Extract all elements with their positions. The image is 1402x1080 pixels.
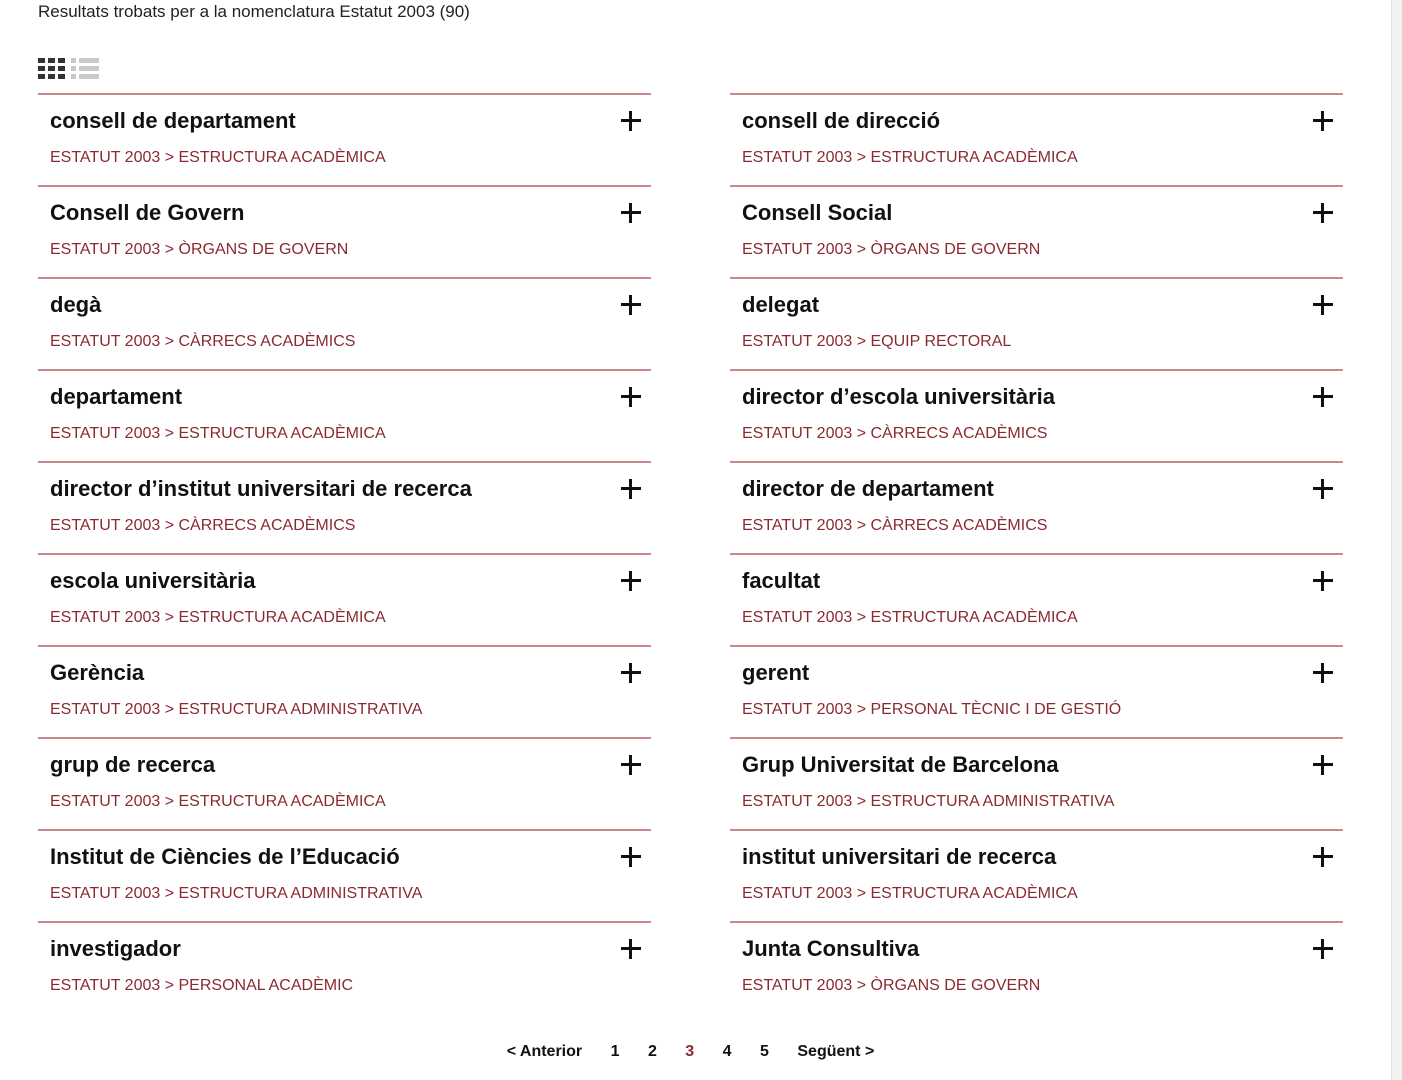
list-item [38,461,651,553]
expand-plus-icon[interactable] [1313,203,1333,223]
term-title[interactable]: director d’institut universitari de recerca [50,476,472,501]
term-title[interactable]: grup de recerca [50,752,216,777]
list-item [730,369,1343,461]
term-title[interactable]: consell de direcció [742,108,941,133]
expand-plus-icon[interactable] [621,571,641,591]
term-title[interactable]: escola universitària [50,568,256,593]
term-category: ESTATUT 2003 > PERSONAL TÈCNIC I DE GESTIÓ [742,701,1122,718]
list-item [730,829,1343,921]
term-title[interactable]: departament [50,384,183,409]
term-category: ESTATUT 2003 > CÀRRECS ACADÈMICS [742,517,1048,534]
expand-plus-icon[interactable] [621,939,641,959]
expand-plus-icon[interactable] [1313,847,1333,867]
expand-plus-icon[interactable] [621,847,641,867]
results-column-right [730,93,1343,1013]
expand-plus-icon[interactable] [621,111,641,131]
term-category: ESTATUT 2003 > ESTRUCTURA ADMINISTRATIVA [742,793,1115,810]
term-category: ESTATUT 2003 > ESTRUCTURA ACADÈMICA [742,149,1078,166]
page-link-5[interactable]: 5 [760,1043,769,1060]
term-category: ESTATUT 2003 > CÀRRECS ACADÈMICS [50,333,356,350]
page-link-2[interactable]: 2 [647,1043,657,1060]
list-item [730,277,1343,369]
term-category: ESTATUT 2003 > ESTRUCTURA ACADÈMICA [742,885,1078,902]
term-title[interactable]: degà [50,292,102,317]
list-item [730,461,1343,553]
list-item [730,921,1343,1013]
list-item [38,921,651,1013]
term-category: ESTATUT 2003 > ESTRUCTURA ADMINISTRATIVA [50,701,423,718]
page-link-4[interactable]: 4 [722,1043,732,1060]
list-item [38,369,651,461]
list-item [730,93,1343,185]
term-category: ESTATUT 2003 > PERSONAL ACADÈMIC [50,977,354,994]
expand-plus-icon[interactable] [1313,755,1333,775]
pagination-next-link[interactable]: Següent > [797,1043,875,1060]
term-title[interactable]: Institut de Ciències de l’Educació [50,844,400,869]
expand-plus-icon[interactable] [621,479,641,499]
grid-view-icon[interactable] [38,58,66,80]
list-item [730,645,1343,737]
expand-plus-icon[interactable] [621,295,641,315]
page-scrollbar[interactable] [1391,0,1402,1080]
term-title[interactable]: Junta Consultiva [742,936,920,961]
term-category: ESTATUT 2003 > ÒRGANS DE GOVERN [742,977,1041,994]
list-item [38,93,651,185]
term-title[interactable]: director de departament [742,476,994,501]
expand-plus-icon[interactable] [621,663,641,683]
term-title[interactable]: consell de departament [50,108,296,133]
expand-plus-icon[interactable] [1313,663,1333,683]
term-category: ESTATUT 2003 > CÀRRECS ACADÈMICS [50,517,356,534]
term-title[interactable]: delegat [742,292,820,317]
term-category: ESTATUT 2003 > ESTRUCTURA ACADÈMICA [742,609,1078,626]
term-category: ESTATUT 2003 > ESTRUCTURA ACADÈMICA [50,425,386,442]
list-item [38,737,651,829]
term-title[interactable]: investigador [50,936,181,961]
list-item [38,277,651,369]
results-summary: Resultats trobats per a la nomenclatura Estatut 2003 (90) [38,2,470,21]
term-category: ESTATUT 2003 > EQUIP RECTORAL [742,333,1012,350]
expand-plus-icon[interactable] [1313,111,1333,131]
list-view-icon[interactable] [71,58,99,80]
term-category: ESTATUT 2003 > ESTRUCTURA ACADÈMICA [50,609,386,626]
list-item [38,829,651,921]
term-title[interactable]: Consell de Govern [50,200,245,225]
expand-plus-icon[interactable] [1313,571,1333,591]
expand-plus-icon[interactable] [1313,295,1333,315]
term-title[interactable]: Consell Social [742,200,893,225]
expand-plus-icon[interactable] [1313,479,1333,499]
term-title[interactable]: Gerència [50,660,145,685]
list-item [730,553,1343,645]
expand-plus-icon[interactable] [1313,387,1333,407]
term-category: ESTATUT 2003 > CÀRRECS ACADÈMICS [742,425,1048,442]
results-column-left [38,93,651,1013]
expand-plus-icon[interactable] [621,203,641,223]
term-category: ESTATUT 2003 > ESTRUCTURA ACADÈMICA [50,793,386,810]
term-category: ESTATUT 2003 > ÒRGANS DE GOVERN [50,241,349,258]
list-item [38,185,651,277]
list-item [38,645,651,737]
expand-plus-icon[interactable] [621,387,641,407]
term-category: ESTATUT 2003 > ESTRUCTURA ADMINISTRATIVA [50,885,423,902]
list-item [730,737,1343,829]
page-link-1[interactable]: 1 [610,1043,620,1060]
pagination [0,1043,1381,1061]
list-item [730,185,1343,277]
term-title[interactable]: gerent [742,660,810,685]
term-title[interactable]: institut universitari de recerca [742,844,1057,869]
term-category: ESTATUT 2003 > ESTRUCTURA ACADÈMICA [50,149,386,166]
term-title[interactable]: Grup Universitat de Barcelona [742,752,1059,777]
pagination-prev-link[interactable]: < Anterior [506,1043,583,1060]
list-item [38,553,651,645]
term-title[interactable]: facultat [742,568,821,593]
term-category: ESTATUT 2003 > ÒRGANS DE GOVERN [742,241,1041,258]
expand-plus-icon[interactable] [621,755,641,775]
term-title[interactable]: director d’escola universitària [742,384,1056,409]
expand-plus-icon[interactable] [1313,939,1333,959]
page-link-3-current[interactable]: 3 [685,1043,695,1060]
